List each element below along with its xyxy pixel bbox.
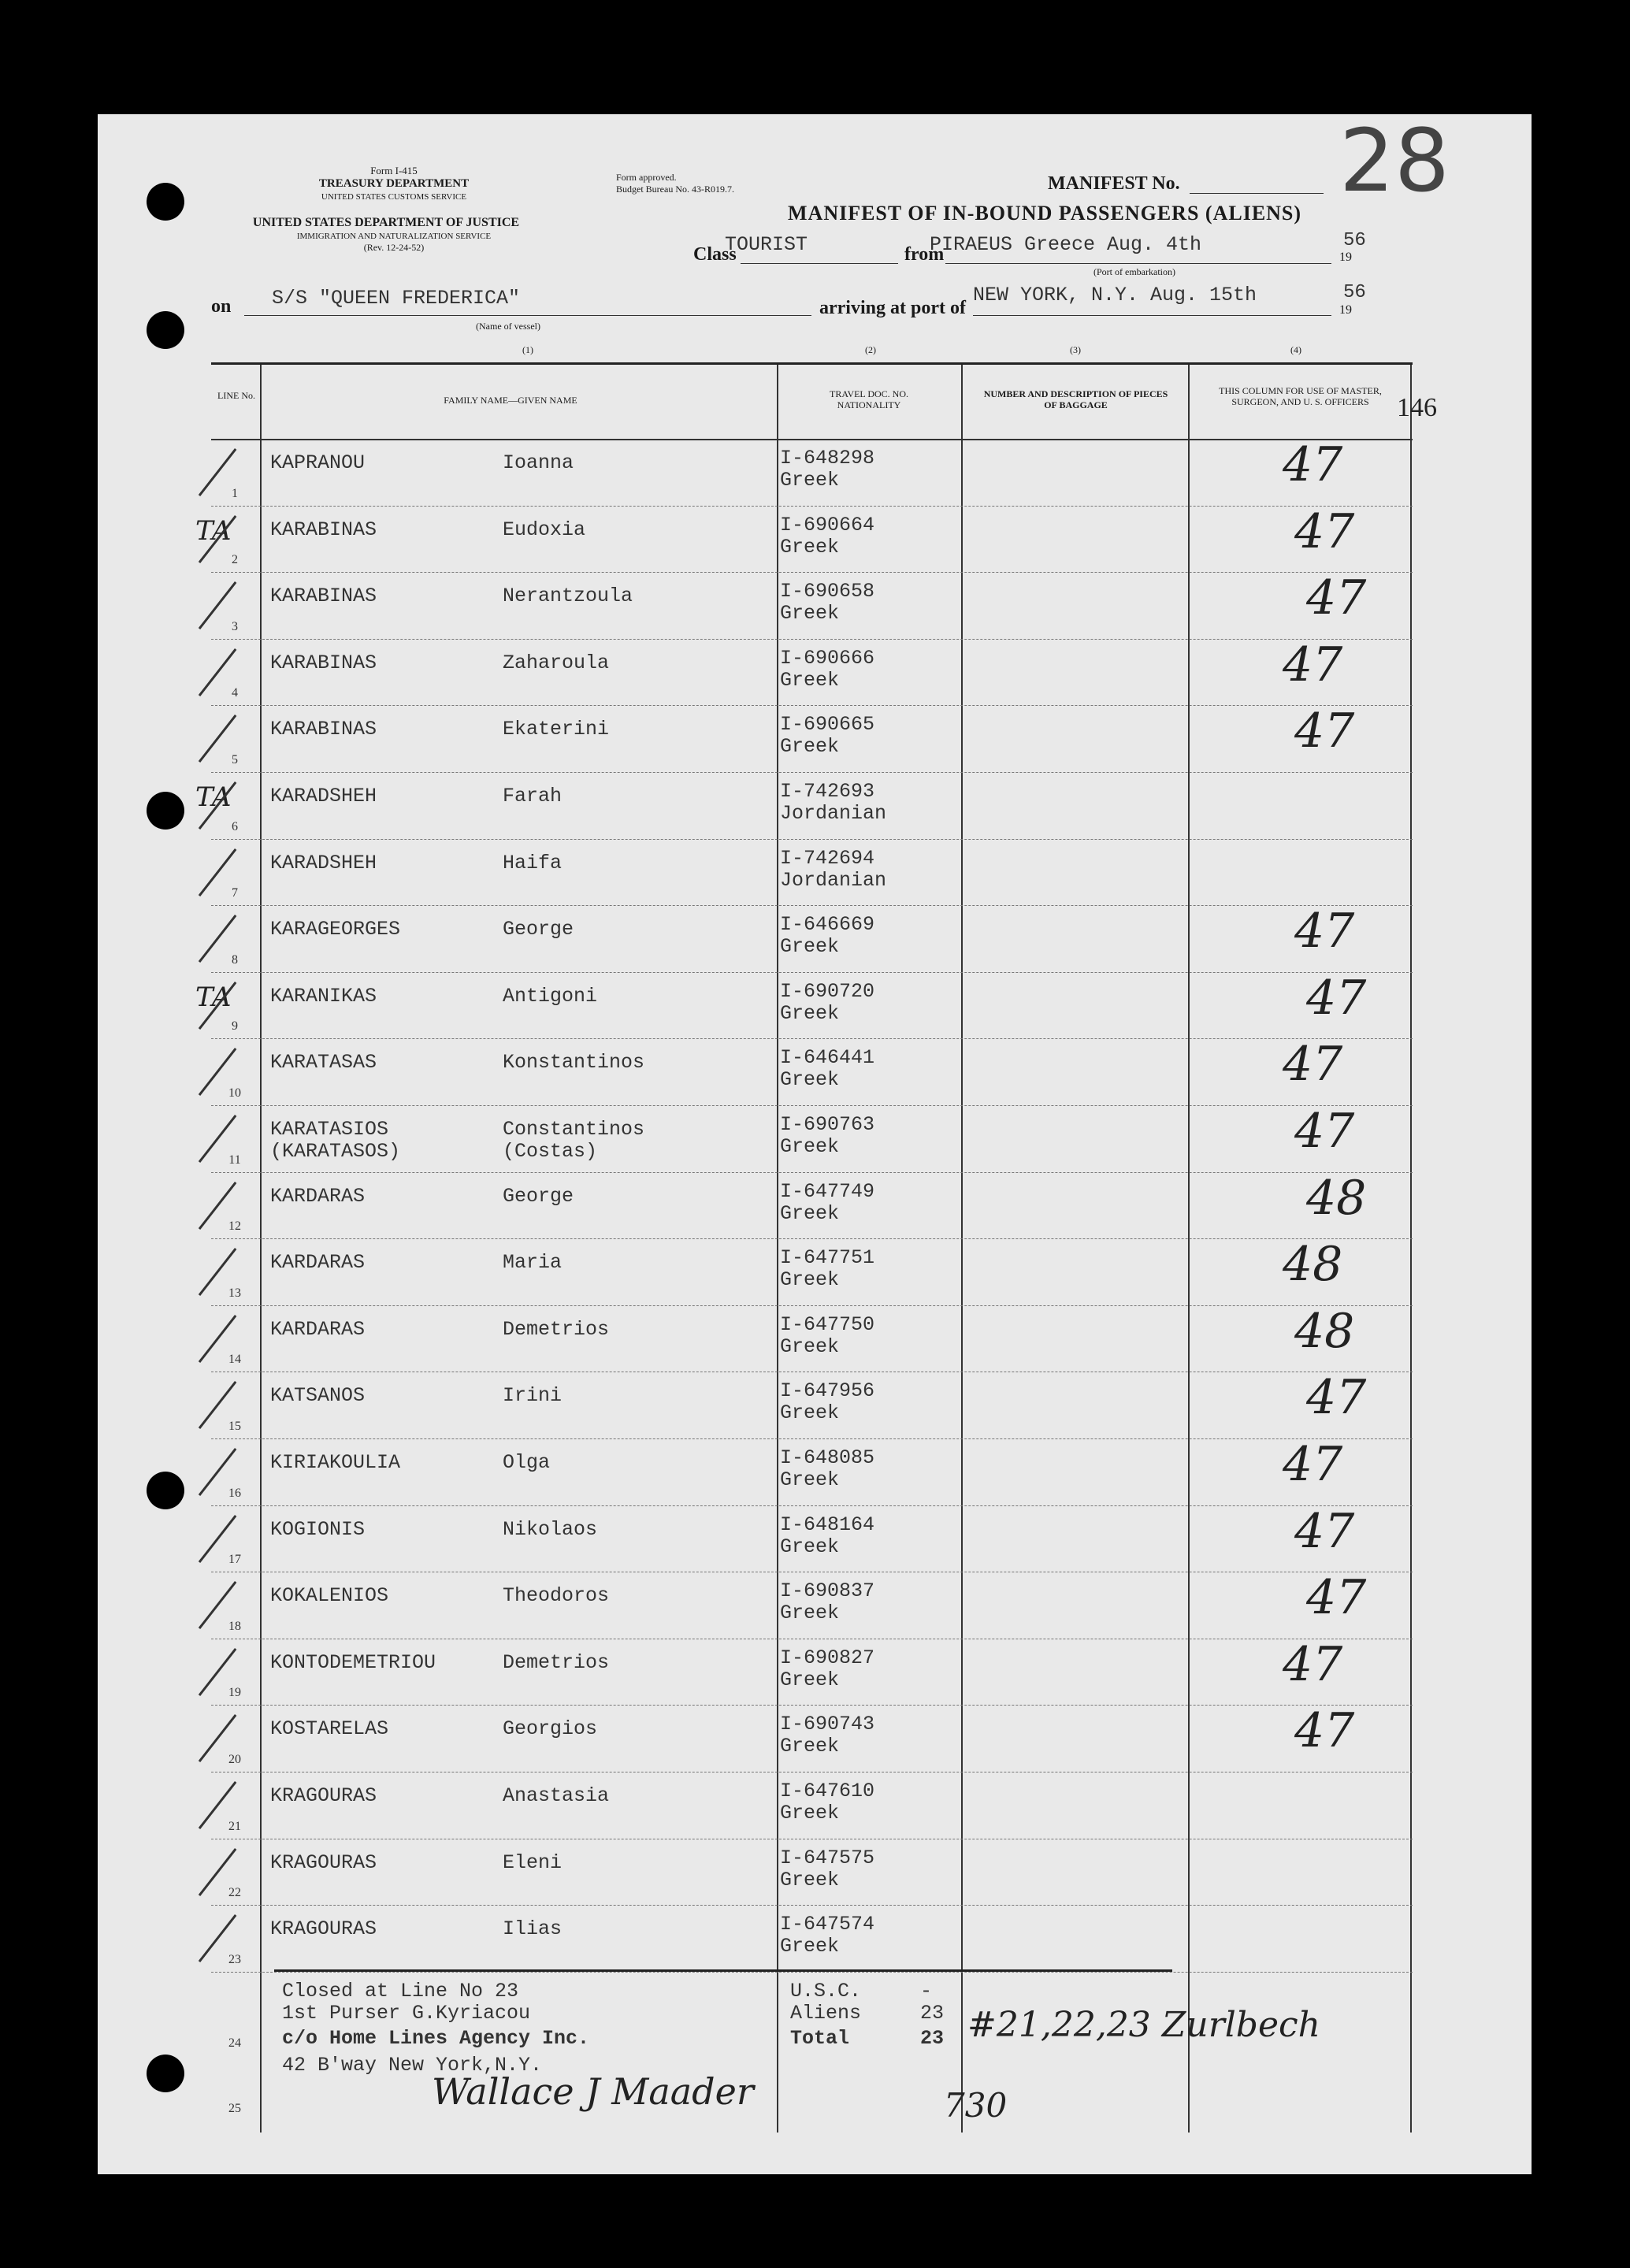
- vessel-name: S/S "QUEEN FREDERICA": [272, 287, 521, 310]
- handwritten-prefix: TA: [195, 514, 232, 547]
- aliens-label: Aliens: [790, 2002, 862, 2025]
- family-name: KARATASAS: [270, 1051, 377, 1075]
- table-row: [211, 1636, 1413, 1707]
- given-name: Zaharoula: [503, 651, 610, 674]
- table-row: [195, 970, 1413, 1041]
- travel-doc-number: I-690658: [780, 580, 875, 603]
- table-row: [211, 1370, 1413, 1440]
- port-embarkation-caption: (Port of embarkation): [1093, 266, 1175, 277]
- line-number: 10: [228, 1086, 241, 1100]
- table-row: [211, 1303, 1413, 1374]
- punch-hole: [147, 311, 184, 349]
- row-separator: [211, 1905, 1413, 1906]
- handwritten-prefix: TA: [195, 981, 232, 1013]
- row-separator: [211, 1172, 1413, 1173]
- travel-doc-number: I-742693: [780, 780, 875, 803]
- officer-mark: 47: [1294, 1503, 1355, 1559]
- total-value: 23: [920, 2027, 945, 2050]
- line-number: 21: [228, 1819, 241, 1833]
- punch-hole: [147, 183, 184, 221]
- nationality: Greek: [780, 668, 840, 692]
- year-2: 56: [1343, 282, 1366, 303]
- closed-at-line: Closed at Line No 23: [282, 1980, 519, 2003]
- arriving-label: arriving at port of: [819, 298, 966, 318]
- page-number: 146: [1397, 393, 1437, 422]
- row-separator: [211, 1305, 1413, 1306]
- row-separator: [211, 1705, 1413, 1706]
- travel-doc-number: I-690827: [780, 1646, 875, 1669]
- line-number: 14: [228, 1353, 241, 1367]
- handwritten-signature: Wallace J Maader: [432, 2070, 754, 2113]
- nationality: Greek: [780, 469, 840, 492]
- year-1: 56: [1343, 230, 1366, 251]
- manifest-number: 28: [1339, 110, 1450, 211]
- given-name: Constantinos: [503, 1118, 645, 1141]
- officer-mark: 48: [1306, 1170, 1367, 1226]
- family-name: KONTODEMETRIOU: [270, 1650, 436, 1674]
- handwritten-number: 730: [944, 2086, 1008, 2125]
- line-number: 22: [228, 1886, 241, 1900]
- officer-mark: 47: [1294, 1703, 1355, 1759]
- officer-mark: 47: [1306, 970, 1367, 1026]
- given-name: Olga: [503, 1451, 551, 1474]
- vessel-caption: (Name of vessel): [476, 321, 540, 332]
- class-line: [741, 263, 898, 264]
- closing-separator: [274, 1969, 1172, 1972]
- customs-service: UNITED STATES CUSTOMS SERVICE: [321, 192, 467, 202]
- travel-doc-number: I-648085: [780, 1446, 875, 1469]
- family-name: KARATASIOS: [270, 1118, 389, 1141]
- officer-mark: 47: [1283, 1037, 1343, 1093]
- family-name: KARABINAS: [270, 718, 377, 741]
- table-row: [211, 1840, 1413, 1907]
- given-name: Demetrios: [503, 1317, 610, 1341]
- nationality: Greek: [780, 1268, 840, 1292]
- line-number: 12: [228, 1219, 241, 1234]
- row-separator: [211, 572, 1413, 573]
- line-number: 24: [228, 2036, 241, 2050]
- line-number: 25: [228, 2102, 241, 2115]
- table-row: [211, 1170, 1413, 1241]
- officer-mark: 47: [1306, 570, 1367, 626]
- agency: c/o Home Lines Agency Inc.: [282, 2027, 590, 2050]
- usc-value: -: [920, 1980, 933, 2003]
- table-row: [211, 1503, 1413, 1574]
- given-name: Nerantzoula: [503, 585, 633, 608]
- officer-mark: 47: [1306, 1570, 1367, 1626]
- table-row: [211, 1437, 1413, 1507]
- family-name: KARANIKAS: [270, 984, 377, 1008]
- family-name: KRAGOURAS: [270, 1850, 377, 1874]
- travel-doc-number: I-690837: [780, 1579, 875, 1603]
- line-number: 3: [232, 619, 238, 633]
- on-label: on: [211, 296, 232, 317]
- nationality: Greek: [780, 935, 840, 959]
- line-number: 23: [228, 1952, 241, 1966]
- manifest-no-label: MANIFEST No.: [1048, 173, 1180, 194]
- vessel-line: [244, 315, 811, 316]
- handwritten-prefix: TA: [195, 781, 232, 813]
- department-of-justice: UNITED STATES DEPARTMENT OF JUSTICE: [252, 216, 520, 229]
- given-name: Theodoros: [503, 1584, 610, 1608]
- aliens-value: 23: [920, 2002, 945, 2025]
- travel-doc-number: I-647750: [780, 1312, 875, 1336]
- line-number: 1: [232, 486, 238, 500]
- officer-mark: 47: [1294, 904, 1355, 960]
- col3-number: (3): [1070, 344, 1081, 355]
- header-line-no: LINE No.: [217, 390, 255, 401]
- usc-label: U.S.C.: [790, 1980, 862, 2003]
- travel-doc-number: I-690743: [780, 1713, 875, 1736]
- officer-mark: 47: [1294, 503, 1355, 559]
- family-name: KOSTARELAS: [270, 1717, 389, 1741]
- family-name: KATSANOS: [270, 1384, 366, 1408]
- given-name: Eleni: [503, 1850, 563, 1874]
- given-name: Anastasia: [503, 1784, 610, 1807]
- punch-hole: [147, 2055, 184, 2092]
- line-number: 9: [232, 1019, 238, 1034]
- line-number: 18: [228, 1619, 241, 1633]
- line-number: 5: [232, 752, 238, 767]
- nationality: Greek: [780, 1401, 840, 1425]
- line-number: 17: [228, 1553, 241, 1567]
- purser: 1st Purser G.Kyriacou: [282, 2002, 531, 2025]
- nationality: Greek: [780, 1735, 840, 1758]
- table-row: [211, 437, 1413, 507]
- officer-mark: 47: [1306, 1370, 1367, 1426]
- nationality: Greek: [780, 602, 840, 625]
- nationality: Greek: [780, 535, 840, 559]
- travel-doc-number: I-647575: [780, 1846, 875, 1869]
- given-name: Nikolaos: [503, 1517, 598, 1541]
- family-name: KARADSHEH: [270, 785, 377, 807]
- nationality: Greek: [780, 1802, 840, 1824]
- officer-mark: 48: [1283, 1237, 1343, 1293]
- family-name: KARDARAS: [270, 1251, 366, 1275]
- from-label: from: [904, 244, 945, 265]
- arrival-value: NEW YORK, N.Y. Aug. 15th: [973, 284, 1257, 306]
- travel-doc-number: I-690664: [780, 513, 875, 536]
- officer-mark: 48: [1294, 1303, 1355, 1359]
- punch-hole: [147, 1472, 184, 1509]
- travel-doc-number: I-690720: [780, 979, 875, 1003]
- class-label: Class: [693, 244, 737, 265]
- travel-doc-number: I-690665: [780, 713, 875, 737]
- line-number: 16: [228, 1486, 241, 1500]
- line-number: 15: [228, 1419, 241, 1433]
- nationality: Greek: [780, 1201, 840, 1225]
- row-separator: [211, 839, 1413, 840]
- table-row: [211, 1773, 1413, 1840]
- family-name: KARADSHEH: [270, 851, 377, 874]
- col1-number: (1): [522, 344, 533, 355]
- travel-doc-number: I-647574: [780, 1913, 875, 1936]
- nationality: Greek: [780, 1868, 840, 1891]
- family-name: KARABINAS: [270, 518, 377, 541]
- given-name: Maria: [503, 1251, 563, 1275]
- class-value: TOURIST: [725, 233, 808, 256]
- officer-mark: 47: [1283, 1437, 1343, 1492]
- given-name: George: [503, 1184, 574, 1208]
- family-name: KARABINAS: [270, 585, 377, 608]
- given-name: Antigoni: [503, 984, 598, 1008]
- family-name: KOGIONIS: [270, 1517, 366, 1541]
- line-number: 6: [232, 819, 238, 833]
- family-name: KAPRANOU: [270, 451, 366, 474]
- line-number: 11: [228, 1153, 241, 1167]
- given-name: Farah: [503, 785, 563, 807]
- table-row: [211, 1906, 1413, 1973]
- table-row: [211, 1237, 1413, 1307]
- family-name: KRAGOURAS: [270, 1784, 377, 1807]
- nationality: Greek: [780, 1001, 840, 1025]
- family-name: KARABINAS: [270, 651, 377, 674]
- given-name: Haifa: [503, 851, 563, 874]
- manifest-table: [195, 362, 1437, 2133]
- row-separator: [211, 772, 1413, 773]
- officer-mark: 47: [1294, 703, 1355, 759]
- given-name: Ioanna: [503, 451, 574, 474]
- line-number: 19: [228, 1686, 241, 1700]
- row-separator: [211, 972, 1413, 973]
- nationality: Greek: [780, 1602, 840, 1625]
- row-separator: [211, 506, 1413, 507]
- col4-number: (4): [1290, 344, 1301, 355]
- arrival-line: [973, 315, 1331, 316]
- header-baggage: NUMBER AND DESCRIPTION OF PIECES OF BAGGAGE: [983, 388, 1168, 410]
- table-row: [211, 1570, 1413, 1640]
- line-number: 4: [232, 686, 238, 700]
- given-name: Ekaterini: [503, 718, 610, 741]
- travel-doc-number: I-646669: [780, 913, 875, 937]
- header-officers: THIS COLUMN FOR USE OF MASTER, SURGEON, AND U. S. OFFICERS: [1219, 385, 1382, 407]
- year-prefix-1: 19: [1339, 251, 1352, 264]
- form-approved: Form approved.: [616, 172, 677, 183]
- nationality: Greek: [780, 1935, 840, 1958]
- from-line: [945, 263, 1331, 264]
- form-id: Form I-415: [370, 165, 418, 176]
- nationality: Jordanian: [780, 802, 887, 825]
- family-name: KRAGOURAS: [270, 1917, 377, 1941]
- table-row: [211, 841, 1413, 908]
- nationality: Greek: [780, 735, 840, 759]
- nationality: Greek: [780, 1334, 840, 1358]
- table-row: [211, 703, 1413, 774]
- table-row: [211, 904, 1413, 974]
- officer-mark: 47: [1283, 637, 1343, 692]
- row-separator: [211, 1438, 1413, 1439]
- travel-doc-number: I-647751: [780, 1246, 875, 1270]
- row-separator: [211, 1105, 1413, 1106]
- travel-doc-number: I-647749: [780, 1179, 875, 1203]
- col2-number: (2): [865, 344, 876, 355]
- manifest-no-line: [1190, 193, 1324, 194]
- table-row: [211, 1037, 1413, 1107]
- nationality: Greek: [780, 1068, 840, 1092]
- travel-doc-number: I-647956: [780, 1379, 875, 1403]
- family-name: KARDARAS: [270, 1317, 366, 1341]
- nationality: Jordanian: [780, 868, 887, 892]
- travel-doc-number: I-648298: [780, 447, 875, 470]
- officer-mark: 47: [1294, 1104, 1355, 1159]
- line-number: 20: [228, 1752, 241, 1766]
- year-prefix-2: 19: [1339, 303, 1352, 317]
- punch-hole: [147, 792, 184, 830]
- ins: IMMIGRATION AND NATURALIZATION SERVICE: [296, 232, 492, 241]
- budget-bureau: Budget Bureau No. 43-R019.7.: [616, 184, 734, 195]
- row-separator: [211, 705, 1413, 706]
- header-travel-doc: TRAVEL DOC. NO. NATIONALITY: [829, 388, 908, 410]
- family-name: KARAGEORGES: [270, 918, 401, 941]
- travel-doc-number: I-647610: [780, 1780, 875, 1802]
- line-number: 8: [232, 952, 238, 967]
- given-name: George: [503, 918, 574, 941]
- nationality: Greek: [780, 1668, 840, 1691]
- given-name: Georgios: [503, 1717, 598, 1741]
- row-separator: [211, 905, 1413, 906]
- line-number: 13: [228, 1286, 241, 1300]
- table-row: [211, 637, 1413, 707]
- row-separator: [211, 1038, 1413, 1039]
- nationality: Greek: [780, 1468, 840, 1491]
- family-name: KARDARAS: [270, 1184, 366, 1208]
- total-label: Total: [790, 2027, 850, 2050]
- officer-mark: 47: [1283, 1636, 1343, 1692]
- given-name: Eudoxia: [503, 518, 586, 541]
- row-separator: [211, 639, 1413, 640]
- table-row: [211, 1104, 1413, 1174]
- nationality: Greek: [780, 1135, 840, 1158]
- form-revision: (Rev. 12-24-52): [363, 242, 425, 253]
- officer-mark: 47: [1283, 437, 1343, 492]
- given-name: Konstantinos: [503, 1051, 645, 1075]
- agency-address: 42 B'way New York,N.Y.: [282, 2054, 543, 2077]
- travel-doc-number: I-646441: [780, 1046, 875, 1070]
- travel-doc-number: I-690763: [780, 1113, 875, 1136]
- given-name: Irini: [503, 1384, 563, 1408]
- given-name: Demetrios: [503, 1650, 610, 1674]
- travel-doc-number: I-690666: [780, 646, 875, 670]
- family-name: KOKALENIOS: [270, 1584, 389, 1608]
- family-name: KIRIAKOULIA: [270, 1451, 401, 1474]
- header-name: FAMILY NAME—GIVEN NAME: [444, 395, 577, 406]
- treasury-department: TREASURY DEPARTMENT: [318, 177, 470, 190]
- handwritten-note: #21,22,23 Zurlbech: [967, 2005, 1320, 2045]
- line-number: 2: [232, 553, 238, 567]
- row-separator: [211, 1238, 1413, 1239]
- line-number: 7: [232, 886, 238, 900]
- table-row: [211, 570, 1413, 640]
- travel-doc-number: I-648164: [780, 1513, 875, 1536]
- table-row: [195, 503, 1413, 574]
- table-row: [195, 774, 1413, 841]
- manifest-title: MANIFEST OF IN-BOUND PASSENGERS (ALIENS): [788, 202, 1302, 225]
- row-separator: [211, 1505, 1413, 1506]
- from-value: PIRAEUS Greece Aug. 4th: [930, 233, 1202, 256]
- travel-doc-number: I-742694: [780, 846, 875, 870]
- given-name-alt: (Costas): [503, 1140, 598, 1163]
- table-row: [211, 1703, 1413, 1773]
- given-name: Ilias: [503, 1917, 563, 1941]
- nationality: Greek: [780, 1535, 840, 1558]
- family-name-alt: (KARATASOS): [270, 1140, 401, 1163]
